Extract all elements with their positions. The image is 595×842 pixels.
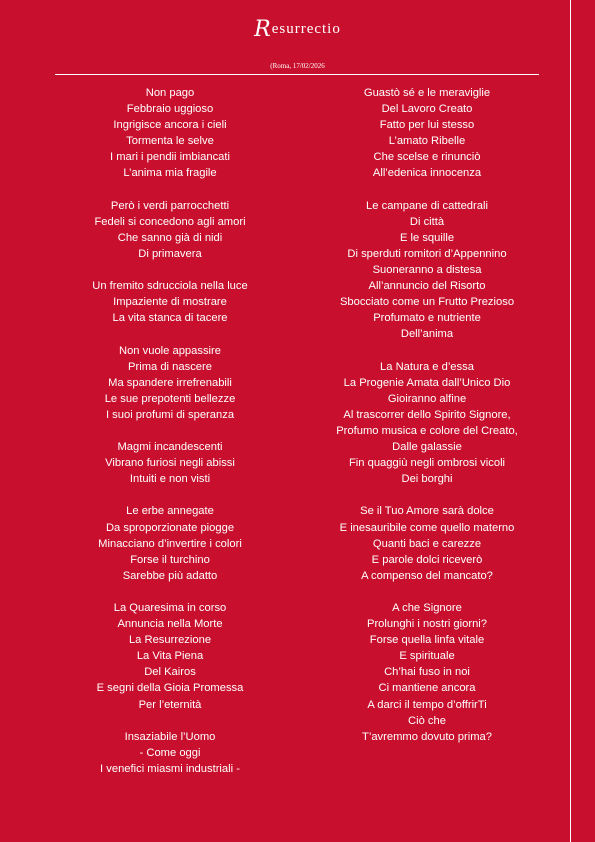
- poem-line: Fin quaggiù negli ombrosi vicoli: [348, 457, 506, 470]
- poem-line: Guastò sé e le meraviglie: [363, 87, 491, 99]
- stanza: [58, 439, 282, 487]
- poem-column-left: [58, 85, 282, 793]
- poem-line: Le sue prepotenti bellezze: [104, 392, 236, 405]
- poem-line: Prolunghi i nostri giorni?: [366, 618, 488, 631]
- page-title: [0, 18, 595, 46]
- poem-line: Prima di nascere: [128, 360, 212, 373]
- poem-line: Intuiti e non visti: [129, 473, 211, 486]
- poem-line: Ma spandere irrefrenabili: [108, 376, 232, 389]
- poem-line: T’avremmo dovuto prima?: [362, 730, 492, 743]
- poem-line: Insaziabile l’Uomo: [124, 730, 216, 743]
- poem-line: Sbocciato come un Frutto Prezioso: [339, 296, 515, 309]
- title-rest: esurrectio: [271, 21, 341, 37]
- poem-line: Da sproporzionate piogge: [105, 521, 235, 534]
- poem-line: Fatto per lui stesso: [379, 119, 475, 132]
- poem-line: Ci mantiene ancora: [378, 682, 476, 695]
- stanza: [58, 85, 282, 182]
- poem-line: Le campane di cattedrali: [366, 199, 488, 212]
- poem-line: Le erbe annegate: [126, 505, 214, 518]
- poem-line: Annuncia nella Morte: [117, 618, 223, 631]
- poem-column-right: [316, 85, 538, 761]
- poem-line: Di primavera: [138, 247, 202, 260]
- stanza: [58, 729, 282, 777]
- poem-line: Dalle galassie: [392, 441, 462, 454]
- poem-line: Profumato e nutriente: [373, 312, 481, 325]
- poem-line: Tormenta le selve: [126, 135, 214, 148]
- stanza: [316, 85, 538, 182]
- poem-line: E segni della Gioia Promessa: [96, 682, 244, 695]
- stanza: [316, 359, 538, 488]
- poem-line: Se il Tuo Amore sarà dolce: [360, 505, 494, 518]
- poem-line: I suoi profumi di speranza: [105, 408, 235, 421]
- poem-line: La vita stanca di tacere: [112, 312, 228, 325]
- stanza: [316, 198, 538, 343]
- poem-line: L’amato Ribelle: [388, 135, 466, 148]
- stanza: [316, 600, 538, 745]
- poem-line: La Natura e d’essa: [380, 360, 474, 373]
- poem-line: Minacciano d’invertire i colori: [98, 537, 242, 550]
- poem-line: Che scelse e rinunciò: [373, 151, 481, 164]
- poem-line: - Come oggi: [139, 746, 201, 759]
- poem-line: E le squille: [399, 231, 455, 244]
- poem-line: E inesauribile come quello materno: [339, 521, 515, 534]
- poem-line: Suoneranno a distesa: [372, 264, 482, 277]
- poem-line: Ch’hai fuso in noi: [384, 666, 470, 679]
- poem-line: Del Kairos: [144, 666, 196, 679]
- dateline: (Roma, 17/02/2026: [270, 62, 325, 70]
- stanza: [58, 600, 282, 713]
- poem-line: Dell’anima: [400, 328, 454, 341]
- header-rule: [55, 74, 539, 75]
- stanza: [58, 343, 282, 423]
- poem-line: La Resurrezione: [128, 634, 212, 647]
- poem-line: Sarebbe più adatto: [122, 569, 218, 582]
- poem-line: Un fremito sdrucciola nella luce: [92, 280, 248, 293]
- poem-line: All’annuncio del Risorto: [368, 280, 486, 293]
- poem-line: E parole dolci riceverò: [371, 553, 483, 566]
- poem-line: Fedeli si concedono agli amori: [94, 215, 246, 228]
- poem-line: La Vita Piena: [136, 650, 204, 663]
- poem-line: La Quaresima in corso: [113, 602, 227, 614]
- poem-line: I mari i pendii imbiancati: [109, 151, 230, 164]
- poem-line: Quanti baci e carezze: [372, 537, 482, 550]
- poem-line: I venefici miasmi industriali -: [100, 762, 240, 775]
- poem-line: Impaziente di mostrare: [113, 296, 227, 309]
- poem-line: Magmi incandescenti: [117, 441, 223, 454]
- poem-line: Non pago: [145, 87, 195, 99]
- poem-line: Del Lavoro Creato: [381, 103, 473, 116]
- stanza: [58, 278, 282, 326]
- page-right-border: [570, 0, 571, 842]
- poem-line: Profumo musica e colore del Creato,: [336, 424, 518, 437]
- poem-line: Di sperduti romitori d’Appennino: [347, 247, 507, 260]
- poem-line: Al trascorrer dello Spirito Signore,: [343, 408, 511, 421]
- poem-line: Però i verdi parrocchetti: [110, 199, 230, 212]
- title-initial: R: [254, 17, 272, 42]
- poem-line: Non vuole appassire: [119, 344, 221, 357]
- header: [0, 18, 595, 46]
- poem-line: L’anima mia fragile: [123, 167, 217, 180]
- stanza: [316, 503, 538, 583]
- poem-line: Febbraio uggioso: [126, 103, 214, 116]
- stanza: [58, 198, 282, 262]
- poem-line: La Progenie Amata dall’Unico Dio: [343, 376, 511, 389]
- poem-line: All’edenica innocenza: [372, 167, 482, 180]
- poem-line: Forse il turchino: [130, 553, 210, 566]
- poem-line: A compenso del mancato?: [361, 569, 493, 582]
- poem-line: Forse quella linfa vitale: [369, 634, 485, 647]
- stanza: [58, 503, 282, 583]
- poem-line: Dei borghi: [401, 473, 453, 486]
- poem-line: Di città: [409, 215, 445, 228]
- poem-line: A darci il tempo d’offrirTi: [367, 698, 487, 711]
- poem-line: Gioiranno alfine: [387, 392, 467, 405]
- poem-line: A che Signore: [392, 602, 462, 614]
- poem-line: Per l’eternità: [138, 698, 202, 711]
- poem-line: Che sanno già di nidi: [117, 231, 223, 244]
- poem-line: E spirituale: [399, 650, 455, 663]
- poem-line: Ingrigisce ancora i cieli: [113, 119, 227, 132]
- poem-line: Vibrano furiosi negli abissi: [105, 457, 235, 470]
- poem-line: Ciò che: [408, 714, 446, 727]
